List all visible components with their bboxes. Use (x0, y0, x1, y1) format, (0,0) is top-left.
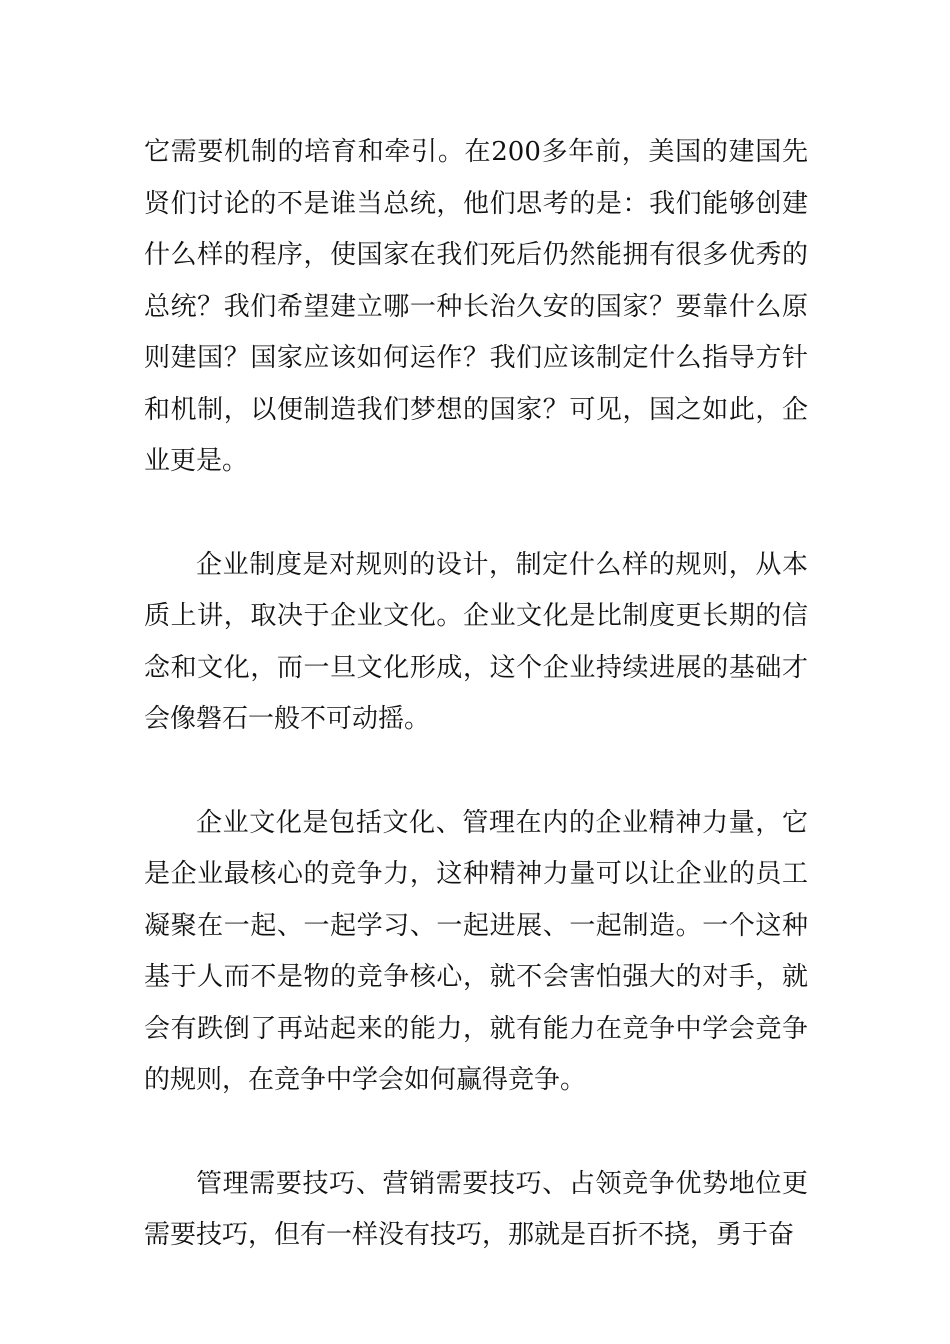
paragraph-4: 管理需要技巧、营销需要技巧、占领竞争优势地位更需要技巧，但有一样没有技巧，那就是百折不挠，勇于奋 (144, 1168, 808, 1250)
paragraph-3: 企业文化是包括文化、管理在内的企业精神力量，它是企业最核心的竞争力，这种精神力量可以让企业的员工凝聚在一起、一起学习、一起进展、一起制造。一个这种基于人而不是物的竞争核心，就不会害怕强大的对手，就会有跌倒了再站起来的能力，就有能力在竞争中学会竞争的规则，在竞争中学会如何赢得竞争。 (144, 807, 808, 1095)
paragraph-1: 它需要机制的培育和牵引。在200多年前，美国的建国先贤们讨论的不是谁当总统，他们思考的是：我们能够创建什么样的程序，使国家在我们死后仍然能拥有很多优秀的总统？我们希望建立哪一种长治久安的国家？要靠什么原则建国？国家应该如何运作？我们应该制定什么指导方针和机制，以便制造我们梦想的国家？可见，国之如此，企业更是。 (144, 137, 808, 476)
paragraph-2: 企业制度是对规则的设计，制定什么样的规则，从本质上讲，取决于企业文化。企业文化是比制度更长期的信念和文化，而一旦文化形成，这个企业持续进展的基础才会像磐石一般不可动摇。 (144, 549, 808, 734)
document-body (144, 127, 808, 1262)
